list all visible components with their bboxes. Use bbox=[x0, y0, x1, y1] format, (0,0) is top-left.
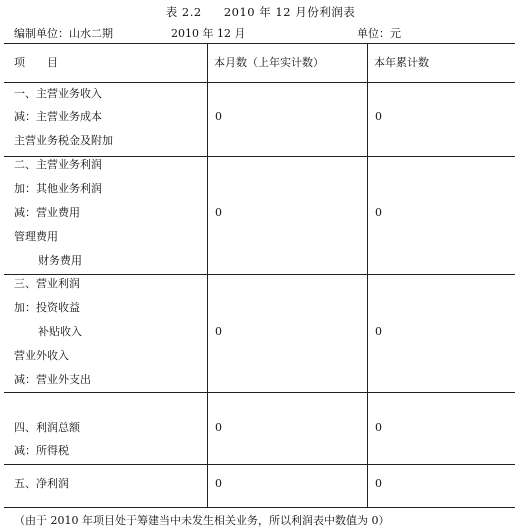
year-value: 0 bbox=[375, 477, 382, 490]
report-meta bbox=[14, 25, 521, 41]
year-value: 0 bbox=[375, 206, 382, 219]
row-label: 管理费用 bbox=[14, 230, 58, 243]
row-label: 二、主营业务利润 bbox=[14, 158, 102, 171]
row-label: 五、净利润 bbox=[14, 477, 69, 490]
income-statement-table bbox=[4, 43, 515, 508]
reporting-unit: 编制单位：山水二期 bbox=[14, 27, 113, 40]
row-label: 主营业务税金及附加 bbox=[14, 134, 113, 147]
table-number: 表 2.2 bbox=[165, 5, 202, 19]
header-divider bbox=[4, 82, 515, 83]
row-label: 营业外收入 bbox=[14, 349, 69, 362]
table-bottom-border bbox=[4, 507, 515, 508]
month-value: 0 bbox=[215, 110, 222, 123]
header-current-month: 本月数（上年实计数） bbox=[214, 56, 324, 69]
table-footnote: （由于 2010 年项目处于筹建当中未发生相关业务，所以利润表中数值为 0） bbox=[14, 514, 390, 527]
row-label: 三、营业利润 bbox=[14, 277, 80, 290]
row-label: 减：主营业务成本 bbox=[14, 110, 102, 123]
group-divider-3 bbox=[4, 392, 515, 393]
reporting-period: 2010 年 12 月 bbox=[171, 27, 246, 40]
month-value: 0 bbox=[215, 477, 222, 490]
table-top-border bbox=[4, 43, 515, 44]
row-label: 加：投资收益 bbox=[14, 301, 80, 314]
row-label: 一、主营业务收入 bbox=[14, 87, 102, 100]
year-value: 0 bbox=[375, 421, 382, 434]
table-title: 2010 年 12 月份利润表 bbox=[223, 5, 356, 19]
year-value: 0 bbox=[375, 325, 382, 338]
row-label: 四、利润总额 bbox=[14, 421, 80, 434]
header-item: 项 目 bbox=[14, 56, 58, 69]
group-divider-4 bbox=[4, 464, 515, 465]
row-label: 减：所得税 bbox=[14, 444, 69, 457]
header-year-to-date: 本年累计数 bbox=[374, 56, 429, 69]
month-value: 0 bbox=[215, 325, 222, 338]
row-label: 加：其他业务利润 bbox=[14, 182, 102, 195]
month-value: 0 bbox=[215, 421, 222, 434]
month-value: 0 bbox=[215, 206, 222, 219]
group-divider-2 bbox=[4, 274, 515, 275]
row-label: 减：营业外支出 bbox=[14, 373, 91, 386]
row-label: 减：营业费用 bbox=[14, 206, 80, 219]
column-divider-2 bbox=[367, 43, 368, 508]
currency-unit: 单位：元 bbox=[357, 27, 401, 40]
group-divider-1 bbox=[4, 156, 515, 157]
row-label: 财务费用 bbox=[38, 254, 82, 267]
table-caption bbox=[0, 4, 521, 20]
column-divider-1 bbox=[207, 43, 208, 508]
row-label: 补贴收入 bbox=[38, 325, 82, 338]
year-value: 0 bbox=[375, 110, 382, 123]
